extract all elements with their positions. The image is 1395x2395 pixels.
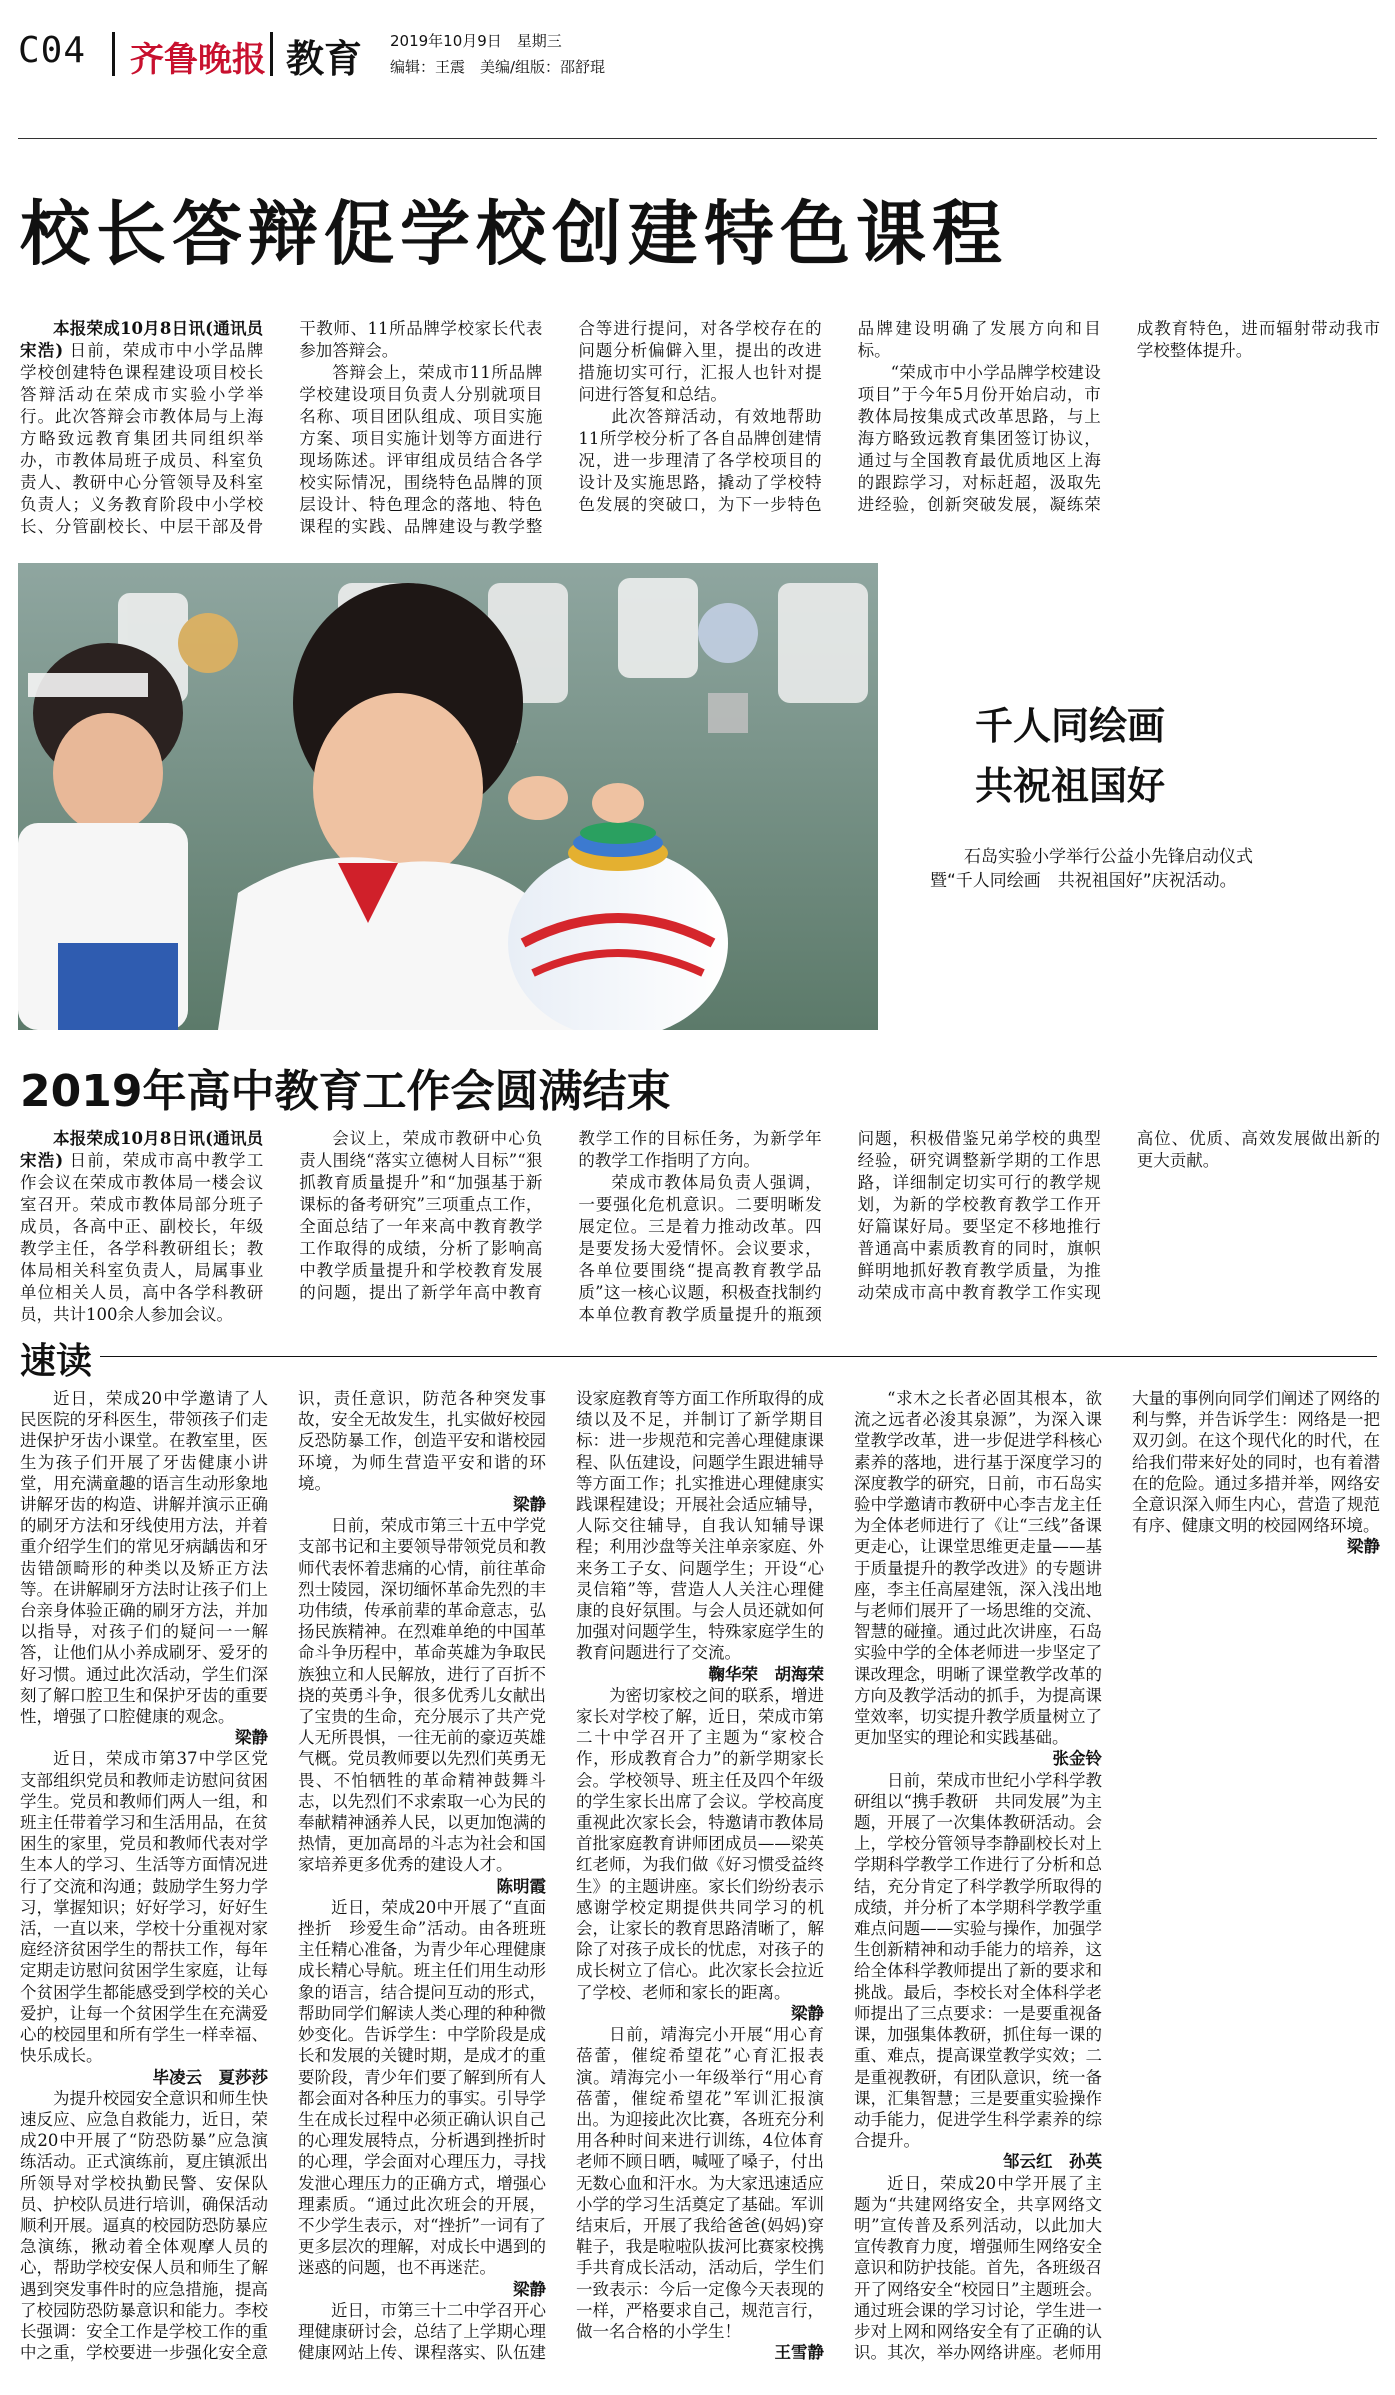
quick-read-author: 梁静 — [791, 2003, 824, 2023]
story1-paragraph: 答辩会上，荣成市11所品牌学校建设项目负责人分别就项目名称、项目团队组成、项目实施方案、项目实施计划等方面进行现场陈述。评审组成员结合各学校实际情况，围绕特色品牌的顶层设计、特色理念的落地、特色课程的实践、品牌建设与教学整合等进行提问，对各学校存在的问题分析偏僻入里，提出的改进措施切实可行，汇报人也针对提问进行答复和总结。 — [299, 319, 822, 536]
quick-read-item: 日前，靖海完小开展“用心育蓓蕾，催绽希望花”心育汇报表演。靖海完小一年级举行“用心育蓓蕾，催绽希望花”军训汇报演出。为迎接此次比赛，各班充分利用各种时间来进行训练，4位体育老师不顾日晒，喊哑了嗓子，付出无数心血和汗水。为大家迅速适应小学的学习生活奠定了基础。军训结束后，开展了我给爸爸(妈妈)穿鞋子，我是啦啦队拔河比赛家校携手共育成长活动，活动后，学生们一致表示：今后一定像今天表现的一样，严格要求自己，规范言行，做一名合格的小学生！ 王雪静 — [576, 2025, 824, 2363]
story2-byline: 本报荣成10月8日讯(通讯员 宋浩) — [20, 1129, 280, 1170]
story2-paragraph: 会议上，荣成市教研中心负责人围绕“落实立德树人目标”“狠抓教育质量提升”和“加强基于新课标的备考研究”三项重点工作，全面总结了一年来高中教育教学工作取得的成绩，分析了影响高中教学质量提升和学校教育发展的问题，提出了新学年高中教育教学工作的目标任务，为新学年的教学工作指明了方向。 — [299, 1129, 822, 1302]
quick-read-rule — [100, 1356, 1377, 1357]
quick-read-author: 梁静 — [1347, 1537, 1380, 1557]
quick-read-title: 速读 — [20, 1341, 93, 1382]
quick-read-author: 鞠华荣 胡海荣 — [708, 1664, 824, 1684]
story1-body — [20, 318, 1380, 550]
quick-read-item: 近日，荣成20中学邀请了人民医院的牙科医生，带领孩子们走进保护牙齿小课堂。在教室里，医生为孩子们开展了牙齿健康小讲堂，用充满童趣的语言生动形象地讲解牙齿的构造、讲解并演示正确的刷牙方法和牙线使用方法，并着重介绍学生们的常见牙病龋齿和牙齿错颌畸形的种类以及矫正方法等。在讲解刷牙方法时让孩子们上台亲身体验正确的刷牙方法，并加以指导，对孩子们的疑问一一解答，让他们从小养成刷牙、爱牙的好习惯。通过此次活动，学生们深刻了解口腔卫生和保护牙齿的重要性，增强了口腔健康的观念。 梁静 — [20, 1389, 268, 1748]
story2-body — [20, 1128, 1380, 1328]
story1-paragraph: “荣成市中小学品牌学校建设项目”于今年5月份开始启动，市教体局按集成式改革思路，与上海方略致远教育集团签订协议，通过与全国教育最优质地区上海的跟踪学习，对标赶超，汲取先进经验，创新突破发展，凝练荣成教育特色，进而辐射带动我市学校整体提升。 — [857, 319, 1380, 514]
children-painting-photo — [18, 563, 878, 1030]
quick-read-item: 日前，荣成市第三十五中学党支部书记和主要领导带领党员和教师代表怀着悲痛的心情，前往革命烈士陵园，深切缅怀革命先烈的丰功伟绩，传承前辈的革命意志，弘扬民族精神。在烈难单绝的中国革命斗争历程中，革命英雄为争取民族独立和人民解放，进行了百折不挠的英勇斗争，很多优秀儿女献出了宝贵的生命，充分展示了共产党人无所畏惧，一往无前的豪迈英雄气概。党员教师要以先烈们英勇无畏、不怕牺牲的革命精神鼓舞斗志，以先烈们不求索取一心为民的奉献精神涵养人民，以更加饱满的热情，更加高昂的斗志为社会和国家培养更多优秀的建设人才。 陈明霞 — [298, 1516, 546, 1896]
masthead — [18, 22, 1378, 82]
story2-paragraph: 日前，荣成市高中教学工作会议在荣成市教体局一楼会议室召开。荣成市教体局部分班子成员，各高中正、副校长，年级教学主任，各学科教研组长；教体局相关科室负责人，局属事业单位相关人员，高中各学科教研员，共计100余人参加会议。 — [20, 1151, 264, 1324]
photo-title-line2: 共祝祖国好 — [975, 764, 1166, 808]
quick-read-item: 近日，荣成市第37中学区党支部组织党员和教师走访慰问贫困学生。党员和教师们两人一组，和班主任带着学习和生活用品，在贫困生的家里，党员和教师代表对学生本人的学习、生活等方面情况进行了交流和沟通；鼓励学生努力学习，掌握知识；好好学习，好好生活，一直以来，学校十分重视对家庭经济贫困学生的帮扶工作，每年定期走访慰问贫困学生家庭，让每个贫困学生都能感受到学校的关心爱护，让每一个贫困学生在充满爱心的校园里和所有学生一样幸福、快乐成长。 毕凌云 夏莎莎 — [20, 1749, 268, 2087]
quick-read-item: “求木之长者必固其根本，欲流之远者必浚其泉源”，为深入课堂教学改革，进一步促进学科核心素养的落地，进行基于深度学习的深度教学的研究，日前，市石岛实验中学邀请市教研中心李吉龙主任为全体老师进行了《让“三线”备课更走心，让课堂思维更走量——基于质量提升的教学改进》的专题讲座，李主任高屋建瓴，深入浅出地与老师们展开了一场思维的交流、智慧的碰撞。通过此次讲座，石岛实验中学的全体老师进一步坚定了课改理念，明晰了课堂教学改革的方向及教学活动的抓手，为提高课堂效率，切实提升教学质量树立了更加坚实的理论和实践基础。 张金铃 — [854, 1389, 1102, 1769]
quick-read-author: 王雪静 — [774, 2343, 824, 2363]
editor-credit: 编辑：王震 美编/组版：邵舒琨 — [390, 58, 606, 76]
page-number: C04 — [18, 30, 87, 71]
quick-read-author: 毕凌云 夏莎莎 — [152, 2067, 268, 2087]
section-name: 教育 — [286, 37, 363, 81]
story1-headline: 校长答辩促学校创建特色课程 — [20, 193, 1008, 275]
header-rule — [18, 138, 1377, 139]
story1-byline: 本报荣成10月8日讯(通讯员 宋浩) — [20, 319, 280, 360]
quick-read-author: 梁静 — [235, 1728, 268, 1748]
quick-read-body — [20, 1388, 1380, 2378]
quick-read-author: 梁静 — [513, 2279, 546, 2299]
quick-read-item: 为密切家校之间的联系，增进家长对学校了解，近日，荣成市第二十中学召开了主题为“家校合作，形成教育合力”的新学期家长会。学校领导、班主任及四个年级的学生家长出席了会议。学校高度重视此次家长会，特邀请市教体局首批家庭教育讲师团成员——梁英红老师，为我们做《好习惯受益终生》的主题讲座。家长们纷纷表示感谢学校定期提供共同学习的机会，让家长的教育思路清晰了，解除了对孩子成长的忧虑，对孩子的成长树立了信心。此次家长会拉近了学校、老师和家长的距离。 梁静 — [576, 1685, 824, 2023]
quick-read-item: 日前，荣成市世纪小学科学教研组以“携手教研 共同发展”为主题，开展了一次集体教研活动。会上，学校分管领导李静副校长对上学期科学教学工作进行了分析和总结，充分肯定了科学教学所取得的成绩，并分析了本学期科学教学重难点问题——实验与操作，加强学生创新精神和动手能力的培养，这给全体科学教师提出了新的要求和挑战。最后，李校长对全体科学老师提出了三点要求：一是要重视备课，加强集体教研，抓住每一课的重、难点，提高课堂教学实效；二是重视教研，有团队意识，统一备课，汇集智慧；三是要重实验操作动手能力，促进学生科学素养的综合提升。 邹云红 孙英 — [854, 1770, 1102, 2172]
quick-read-item: 近日，荣成20中开展了“直面挫折 珍爱生命”活动。由各班班主任精心准备，为青少年心理健康成长精心导航。班主任们用生动形象的语言，结合提问互动的形式，帮助同学们解读人类心理的种种微妙变化。告诉学生：中学阶段是成长和发展的关键时期，是成才的重要阶段，青少年们要了解到所有人都会面对各种压力的事实。引导学生在成长过程中必须正确认识自己的心理发展特点，分析遇到挫折时的心理，学会面对心理压力，寻找发泄心理压力的正确方式，增强心理素质。“通过此次班会的开展，不少学生表示，对“挫折”一词有了更多层次的理解，对成长中遇到的迷惑的问题，也不再迷茫。 梁静 — [298, 1897, 546, 2299]
photo-title-line1: 千人同绘画 — [975, 704, 1166, 748]
story1-paragraph: 日前，荣成市中小学品牌学校创建特色课程建设项目校长答辩活动在荣成市实验小学举行。此次答辩会市教体局与上海方略致远教育集团共同组织举办，市教体局班子成员、科室负责人、教研中心分管领导及科室负责人；义务教育阶段中小学校长、分管副校长、中层干部及骨干教师、11所品牌学校家长代表参加答辩会。 — [20, 319, 543, 536]
quick-read-author: 张金铃 — [1052, 1749, 1102, 1769]
newspaper-logo: 齐鲁晚报 — [130, 40, 266, 80]
issue-date: 2019年10月9日 星期三 — [390, 32, 562, 50]
quick-read-author: 邹云红 孙英 — [1003, 2152, 1102, 2172]
quick-read-item: 为提升校园安全意识和师生快速反应、应急自救能力，近日，荣成20中开展了“防恐防暴”应急演练活动。正式演练前，夏庄镇派出所领导对学校执勤民警、安保队员、护校队员进行培训，确保活动顺利开展。逼真的校园防恐防暴应急演练，揪动着全体观摩人员的心，帮助学校安保人员和师生了解遇到突发事件时的应急措施，提高了校园防恐防暴意识和能力。李校长强调：安全工作是学校工作的重中之重，学校要进一步强化安全意识，责任意识，防范各种突发事故，安全无故发生，扎实做好校园反恐防暴工作，创造平安和谐校园环境，为师生营造平安和谐的环境。 梁静 — [20, 1389, 546, 2363]
divider — [270, 32, 273, 76]
story2-paragraph: 荣成市教体局负责人强调，一要强化危机意识。二要明晰发展定位。三是着力推动改革。四是要发扬大爱情怀。会议要求，各单位要围绕“提高教育教学品质”这一核心议题，积极查找制约本单位教育教学质量提升的瓶颈问题，积极借鉴兄弟学校的典型经验，研究调整新学期的工作思路，详细制定切实可行的教学规划，为新的学校教育教学工作开好篇谋好局。要坚定不移地推行普通高中素质教育的同时，旗帜鲜明地抓好教育教学质量，为推动荣成市高中教育教学工作实现高位、优质、高效发展做出新的更大贡献。 — [578, 1129, 1380, 1324]
quick-read-author: 陈明霞 — [496, 1876, 546, 1896]
news-photo — [18, 563, 878, 1030]
photo-caption: 石岛实验小学举行公益小先锋启动仪式暨“千人同绘画 共祝祖国好”庆祝活动。 — [930, 847, 1253, 891]
story1-paragraph: 此次答辩活动，有效地帮助11所学校分析了各自品牌创建情况，进一步理清了各学校项目的设计及实施思路，撬动了学校特色发展的突破口，为下一步特色品牌建设明确了发展方向和目标。 — [578, 319, 1101, 514]
divider — [112, 32, 115, 76]
quick-read-item: 近日，荣成20中学开展了主题为“共建网络安全，共享网络文明”宣传普及系列活动，以此加大宣传教育力度，增强师生网络安全意识和防护技能。首先，各班级召开了网络安全“校园日”主题班会。通过班会课的学习讨论，学生进一步对上网和网络安全有了正确的认识。其次，举办网络讲座。老师用大量的事例向同学们阐述了网络的利与弊，并告诉学生：网络是一把双刃剑。在这个现代化的时代，在给我们带来好处的同时，也有着潜在的危险。通过多措并举，网络安全意识深入师生内心，营造了规范有序、健康文明的校园网络环境。 梁静 — [854, 1389, 1380, 2363]
quick-read-item: 近日，市第三十二中学召开心理健康研讨会，总结了上学期心理健康网站上传、课程落实、队伍建设家庭教育等方面工作所取得的成绩以及不足，并制订了新学期目标：进一步规范和完善心理健康课程、队伍建设，问题学生跟进辅导等方面工作；扎实推进心理健康实践课程建设；开展社会适应辅导，人际交往辅导，自我认知辅导课程；利用沙盘等关注单亲家庭、外来务工子女、问题学生；开设“心灵信箱”等，营造人人关注心理健康的良好氛围。与会人员还就如何加强对问题学生，特殊家庭学生的教育问题进行了交流。 鞠华荣 胡海荣 — [298, 1389, 824, 2363]
story2-headline: 2019年高中教育工作会圆满结束 — [20, 1066, 671, 1117]
quick-read-author: 梁静 — [513, 1495, 546, 1515]
